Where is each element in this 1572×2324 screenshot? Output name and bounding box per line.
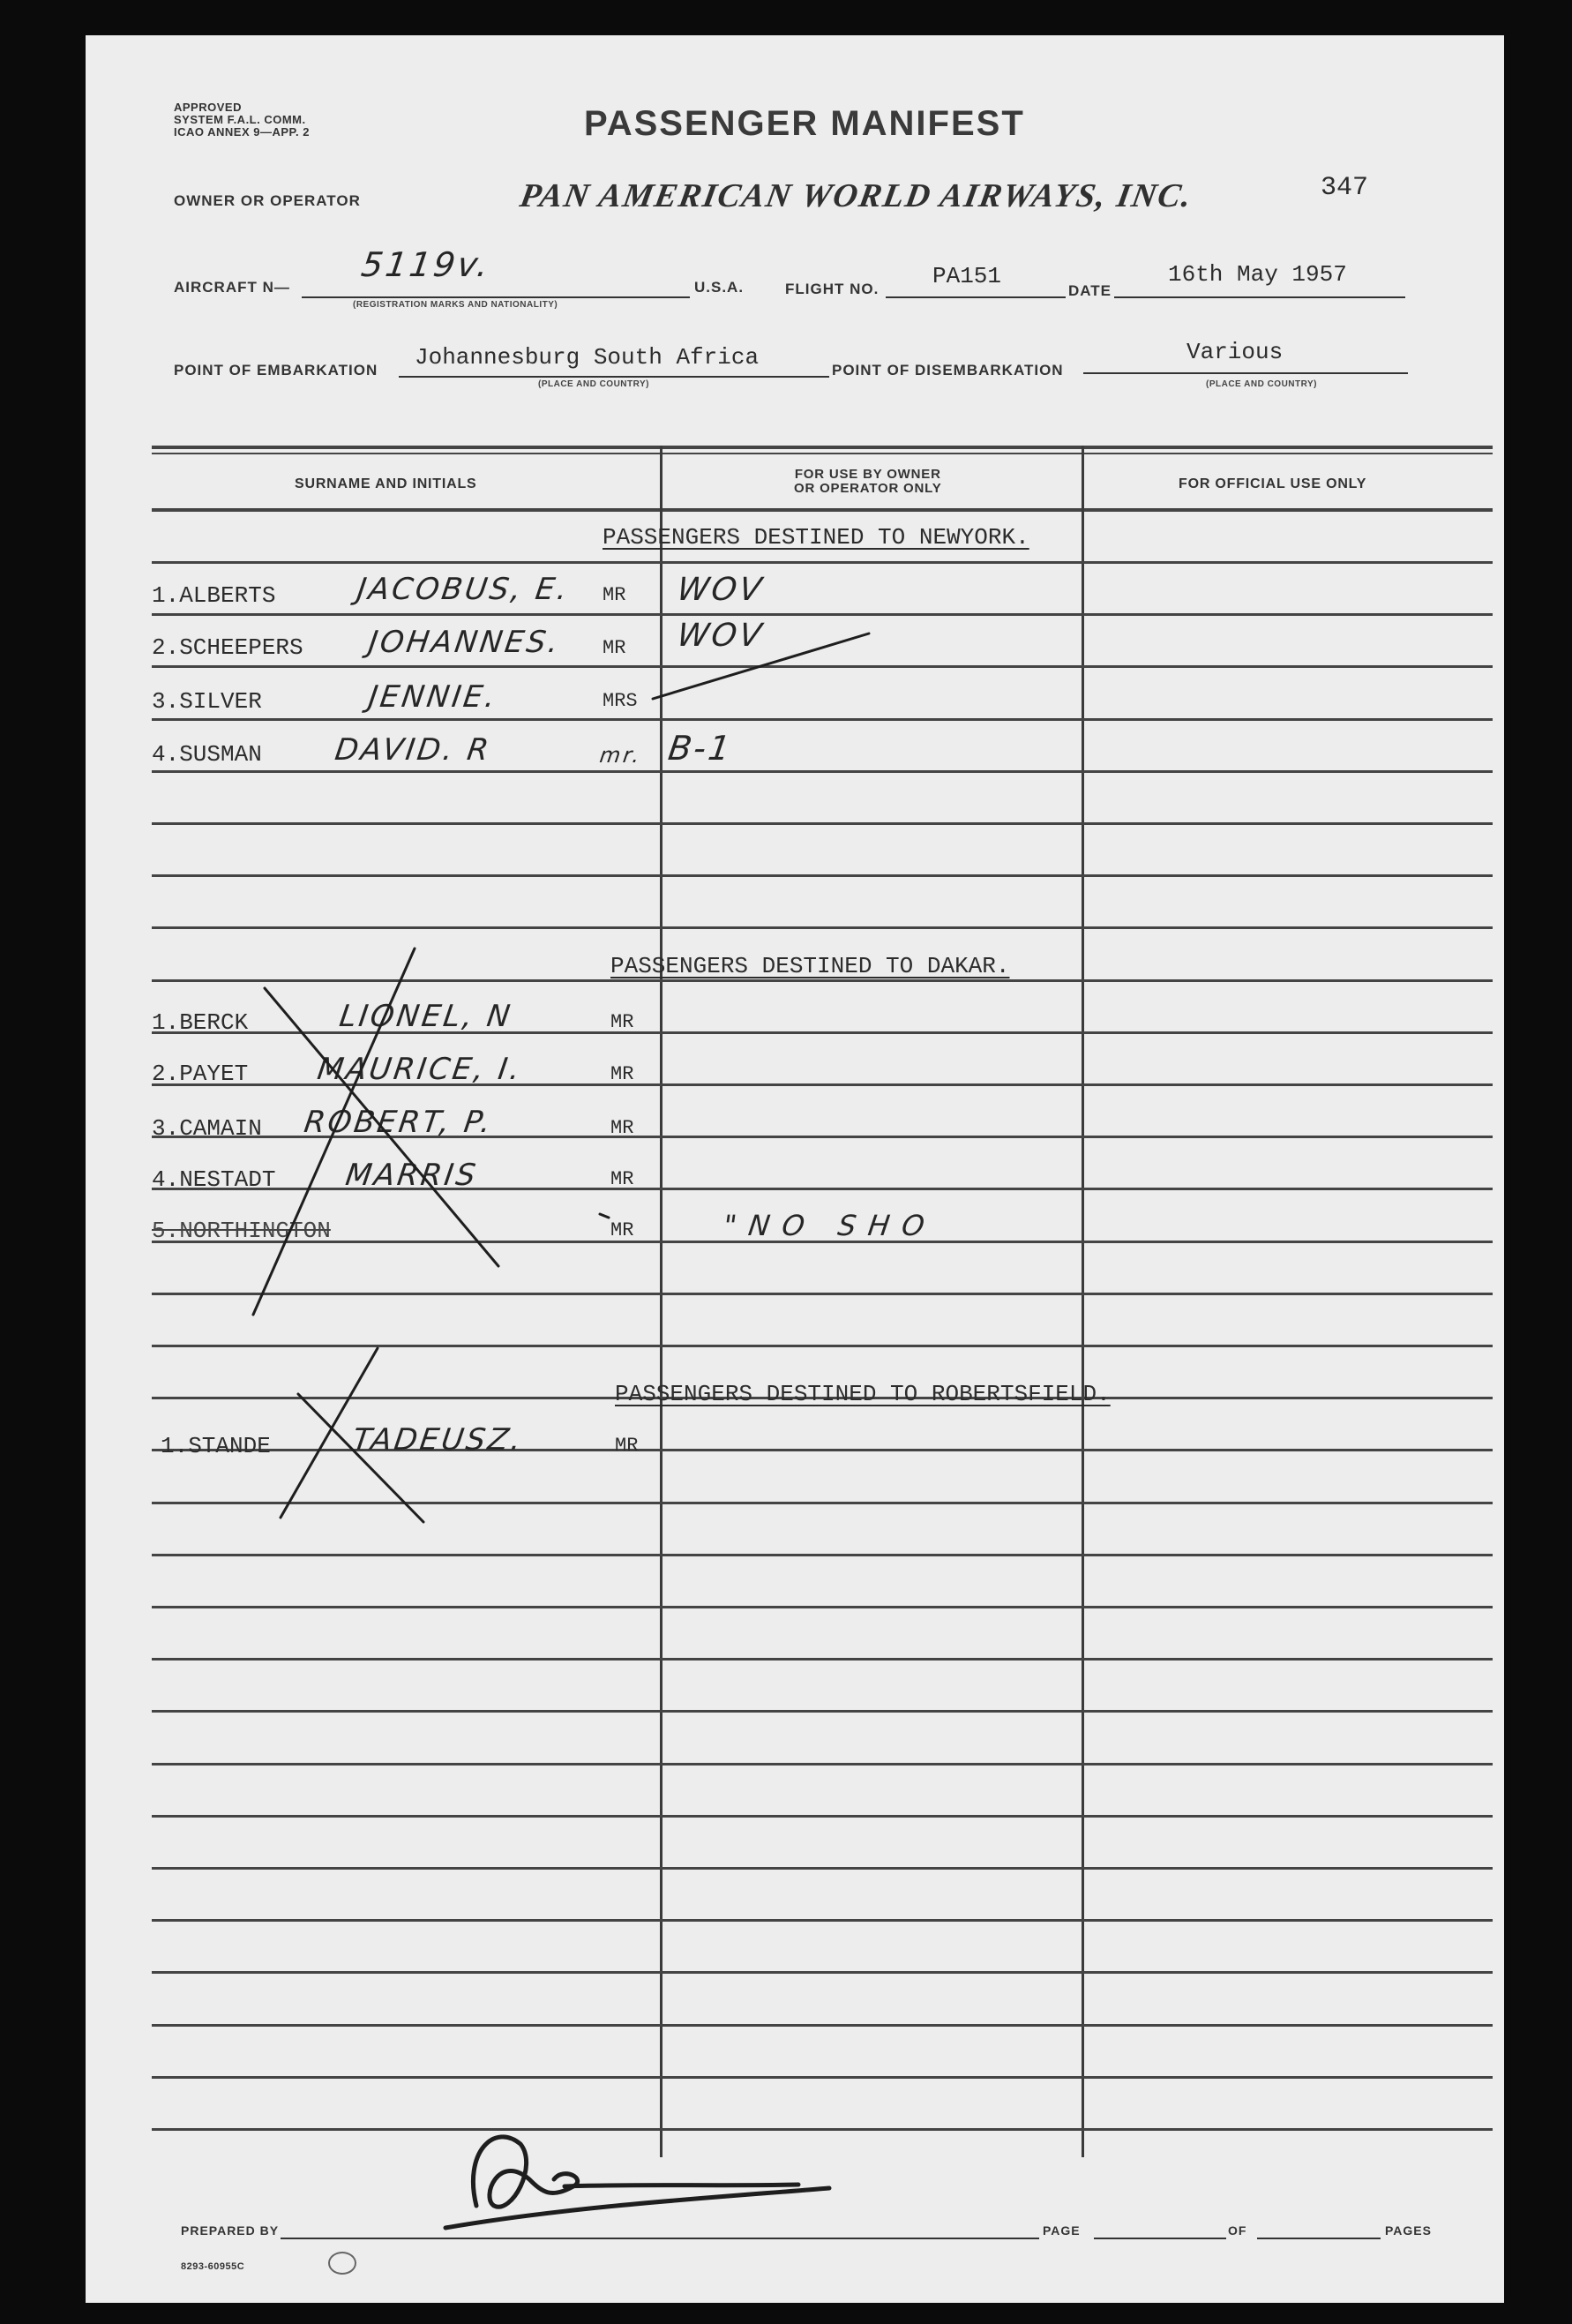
of-underline: [1257, 2238, 1381, 2239]
row-rule: [152, 2128, 1493, 2131]
approval-line-2: SYSTEM F.A.L. COMM.: [174, 113, 306, 126]
disembarkation-sub: (PLACE AND COUNTRY): [1206, 379, 1317, 389]
aircraft-underline: [302, 296, 690, 298]
approval-line-3: ICAO ANNEX 9—APP. 2: [174, 125, 310, 139]
passenger-note: "NO SHO: [721, 1209, 939, 1242]
passenger-surname: 4.NESTADT: [152, 1166, 276, 1193]
row-rule: [152, 926, 1493, 929]
section-heading-newyork: PASSENGERS DESTINED TO NEWYORK.: [603, 524, 1029, 551]
page-number: 347: [1321, 173, 1369, 203]
disembarkation-value: Various: [1186, 339, 1284, 365]
owner-label: OWNER OR OPERATOR: [174, 192, 361, 209]
prepared-by-underline: [281, 2238, 1039, 2239]
form-title: PASSENGER MANIFEST: [584, 104, 1025, 143]
col-owner-header-line1: FOR USE BY OWNER: [794, 467, 941, 482]
aircraft-label: AIRCRAFT N—: [174, 279, 290, 296]
passenger-note: WOV: [675, 572, 767, 608]
section-heading-dakar: PASSENGERS DESTINED TO DAKAR.: [610, 953, 1010, 979]
passenger-note: B-1: [665, 729, 736, 768]
row-rule: [152, 1763, 1493, 1765]
passenger-surname: 1.ALBERTS: [152, 582, 276, 609]
passenger-title: MR: [603, 584, 626, 606]
row-rule: [152, 2076, 1493, 2079]
row-rule: [152, 2024, 1493, 2027]
passenger-surname: 1.BERCK: [152, 1009, 249, 1036]
row-rule: [152, 665, 1493, 668]
row-rule: [152, 1658, 1493, 1661]
passenger-given-name: JACOBUS, E.: [355, 572, 573, 607]
flight-underline: [886, 296, 1066, 298]
aircraft-sub: (REGISTRATION MARKS AND NATIONALITY): [353, 300, 558, 310]
passenger-given-name: MARRIS: [343, 1158, 481, 1193]
passenger-title: MR: [610, 1063, 634, 1085]
passenger-surname: 5.NORTHINGTON: [152, 1218, 331, 1244]
row-rule: [152, 1971, 1493, 1974]
row-rule: [152, 1919, 1493, 1922]
embarkation-sub: (PLACE AND COUNTRY): [538, 379, 649, 389]
form-code: 8293-60955C: [181, 2261, 245, 2272]
table-top-rule-2: [152, 453, 1493, 454]
row-rule: [152, 1867, 1493, 1870]
passenger-given-name: JOHANNES.: [366, 625, 564, 660]
column-divider-1: [660, 446, 662, 2157]
disembarkation-label: POINT OF DISEMBARKATION: [832, 362, 1064, 379]
passenger-title: MR: [610, 1219, 634, 1241]
embarkation-underline: [399, 376, 829, 378]
passenger-surname: 3.CAMAIN: [152, 1115, 262, 1142]
embarkation-label: POINT OF EMBARKATION: [174, 362, 378, 379]
page-label: PAGE: [1043, 2223, 1081, 2238]
embarkation-value: Johannesburg South Africa: [415, 344, 760, 371]
passenger-title: MR: [610, 1011, 634, 1033]
section-heading-robertsfield: PASSENGERS DESTINED TO ROBERTSFIELD.: [615, 1381, 1111, 1407]
company-name: PAN AMERICAN WORLD AIRWAYS, INC.: [517, 177, 1196, 214]
row-rule: [152, 1710, 1493, 1713]
passenger-title: MR: [603, 637, 626, 659]
passenger-surname: 2.SCHEEPERS: [152, 634, 303, 661]
row-rule: [152, 1345, 1493, 1347]
row-rule: [152, 770, 1493, 773]
pages-label: PAGES: [1385, 2223, 1432, 2238]
approval-notice: [174, 101, 310, 139]
passenger-surname: 1.STANDE: [161, 1433, 271, 1459]
passenger-surname: 3.SILVER: [152, 688, 262, 715]
row-rule: [152, 822, 1493, 825]
printer-seal-icon: [328, 2252, 356, 2275]
column-divider-2: [1082, 446, 1084, 2157]
passenger-title: MR: [610, 1117, 634, 1139]
passenger-surname: 4.SUSMAN: [152, 741, 262, 768]
aircraft-value: 5119v.: [358, 245, 494, 284]
row-rule: [152, 874, 1493, 877]
col-owner-header: [794, 468, 942, 496]
col-official-header: FOR OFFICIAL USE ONLY: [1179, 476, 1367, 491]
passenger-given-name: LIONEL, N: [337, 999, 515, 1034]
flight-value: PA151: [932, 263, 1002, 289]
date-label: DATE: [1068, 282, 1112, 299]
passenger-given-name: TADEUSZ.: [350, 1422, 526, 1458]
page-underline: [1094, 2238, 1226, 2239]
passenger-given-name: JENNIE.: [366, 679, 500, 715]
row-rule: [152, 1554, 1493, 1556]
row-rule: [152, 1606, 1493, 1608]
passenger-title: MRS: [603, 690, 638, 712]
passenger-given-name: ROBERT, P.: [302, 1105, 496, 1140]
passenger-given-name: MAURICE, I.: [315, 1052, 525, 1087]
prepared-by-label: PREPARED BY: [181, 2223, 280, 2238]
header-rule: [152, 508, 1493, 512]
col-owner-header-line2: OR OPERATOR ONLY: [794, 481, 942, 496]
of-label: OF: [1228, 2223, 1247, 2238]
disembarkation-underline: [1083, 372, 1408, 374]
row-rule: [152, 1815, 1493, 1818]
passenger-title: MR: [615, 1435, 639, 1457]
flight-label: FLIGHT NO.: [785, 281, 880, 297]
date-underline: [1114, 296, 1405, 298]
passenger-title: MR: [610, 1168, 634, 1190]
row-rule: [152, 979, 1493, 982]
approval-line-1: APPROVED: [174, 101, 242, 114]
table-top-rule: [152, 446, 1493, 449]
row-rule: [152, 1293, 1493, 1295]
row-rule: [152, 613, 1493, 616]
row-rule: [152, 718, 1493, 721]
passenger-title: mr.: [598, 743, 644, 768]
col-surname-header: SURNAME AND INITIALS: [295, 476, 477, 491]
passenger-note: WOV: [675, 618, 767, 654]
row-rule: [152, 1502, 1493, 1504]
passenger-given-name: DAVID. R: [333, 732, 494, 768]
passenger-surname: 2.PAYET: [152, 1061, 249, 1087]
row-rule: [152, 561, 1493, 564]
date-value: 16th May 1957: [1168, 261, 1347, 288]
usa-label: U.S.A.: [694, 279, 745, 296]
